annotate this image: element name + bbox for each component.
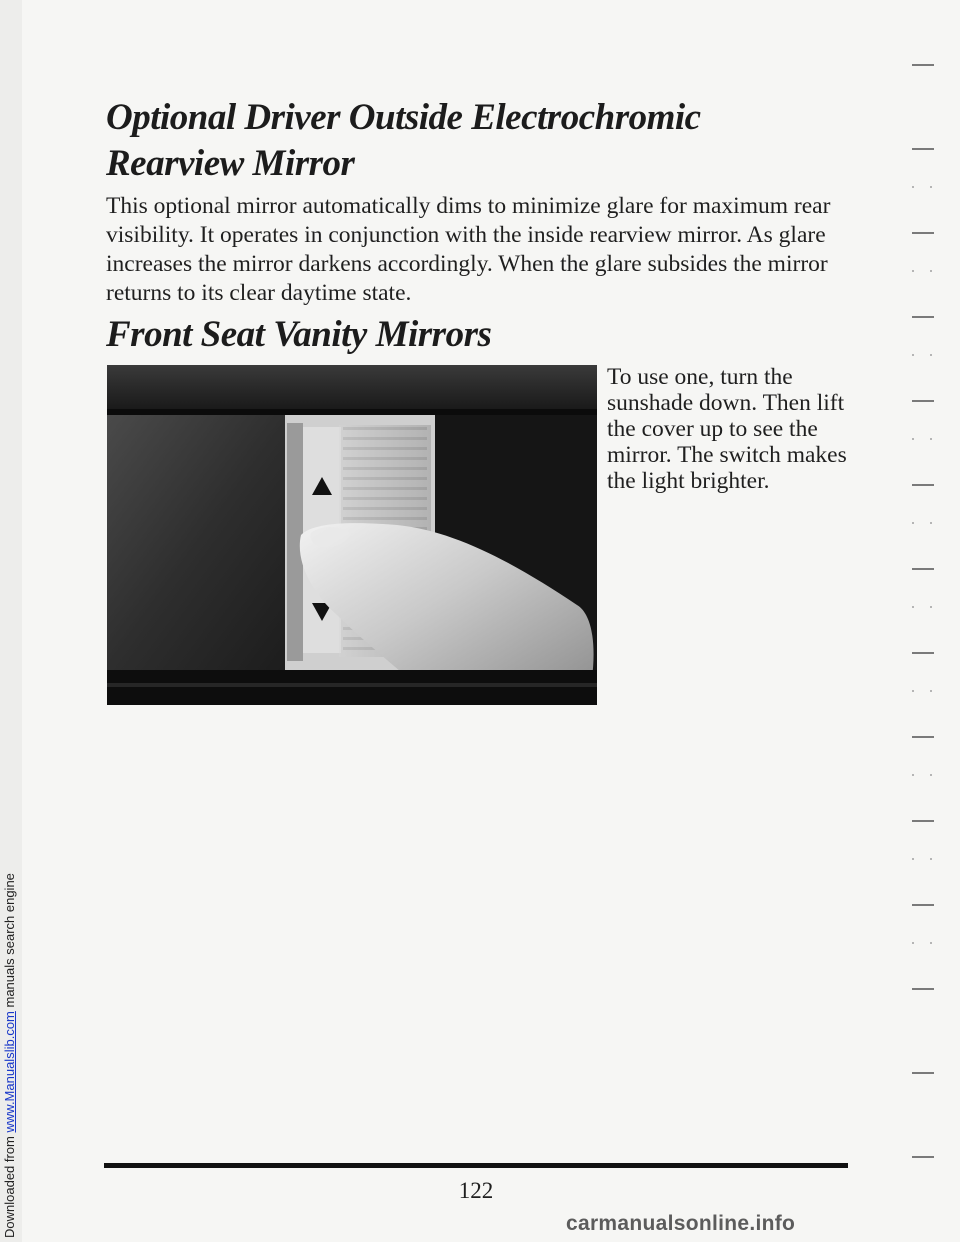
margin-dot — [930, 606, 932, 608]
margin-dot — [912, 690, 914, 692]
margin-mark — [912, 736, 934, 738]
section-title-line-1: Optional Driver Outside Electrochromic — [106, 97, 701, 138]
margin-dot — [930, 774, 932, 776]
margin-dot — [912, 942, 914, 944]
margin-dot — [930, 270, 932, 272]
download-source-note — [2, 873, 17, 1238]
margin-dot — [930, 690, 932, 692]
margin-dot — [930, 354, 932, 356]
margin-dot — [912, 858, 914, 860]
margin-mark — [912, 400, 934, 402]
margin-mark — [912, 484, 934, 486]
margin-mark — [912, 64, 934, 66]
vanity-mirror-illustration — [107, 365, 597, 705]
margin-dot — [930, 186, 932, 188]
site-watermark: carmanualsonline.info — [566, 1212, 796, 1235]
download-prefix: Downloaded from — [2, 1132, 17, 1238]
margin-dot — [930, 522, 932, 524]
section-title-line-2: Rearview Mirror — [106, 143, 355, 184]
page-number: 122 — [458, 1178, 494, 1203]
mirror-description: This optional mirror automatically dims to minimize glare for maximum rear visibility. It operates in conjunction with the inside rearview mirror. As glare increases the mirror darkens accordingly. When the glare subsides the mirror returns to its clear daytime state. — [106, 193, 831, 306]
margin-mark — [912, 316, 934, 318]
margin-mark — [912, 568, 934, 570]
download-suffix: manuals search engine — [2, 873, 17, 1012]
margin-dot — [912, 438, 914, 440]
manualslib-link[interactable]: www.Manualslib.com — [2, 1011, 17, 1133]
margin-dot — [930, 438, 932, 440]
margin-mark — [912, 904, 934, 906]
margin-mark — [912, 1072, 934, 1074]
footer-rule — [104, 1163, 848, 1168]
margin-mark — [912, 652, 934, 654]
margin-dot — [912, 354, 914, 356]
margin-dot — [912, 186, 914, 188]
vanity-mirror-photo — [107, 365, 597, 705]
margin-dot — [912, 774, 914, 776]
margin-dot — [912, 606, 914, 608]
vanity-mirrors-title: Front Seat Vanity Mirrors — [106, 314, 492, 355]
margin-mark — [912, 820, 934, 822]
margin-mark — [912, 1156, 934, 1158]
margin-dot — [912, 270, 914, 272]
margin-dot — [912, 522, 914, 524]
margin-mark — [912, 232, 934, 234]
vanity-mirror-instructions: To use one, turn the sunshade down. Then lift the cover up to see the mirror. The switch makes the light brighter. — [607, 364, 847, 494]
margin-dot — [930, 942, 932, 944]
margin-dot — [930, 858, 932, 860]
margin-mark — [912, 148, 934, 150]
margin-mark — [912, 988, 934, 990]
